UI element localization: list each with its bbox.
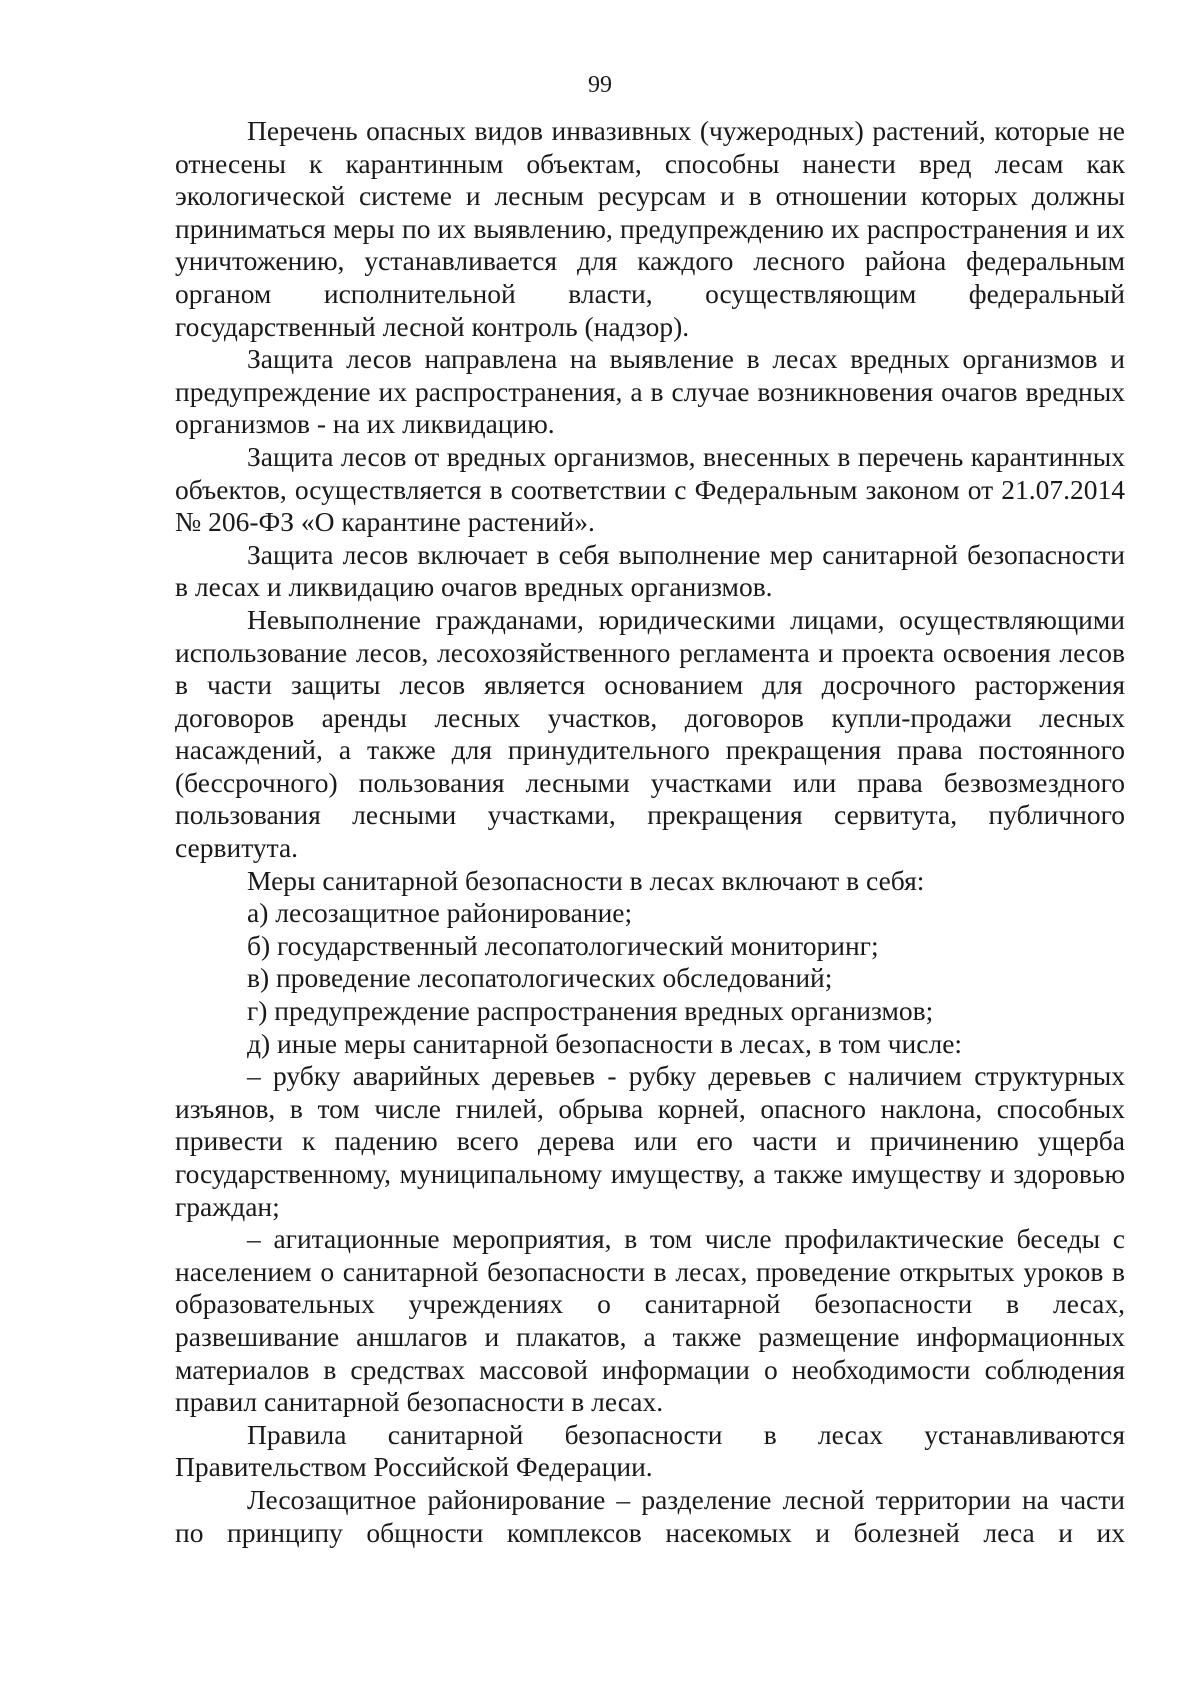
sub-item-hazard-trees: – рубку аварийных деревьев - рубку деревьев с наличием структурных изъянов, в том числе гнилей, обрыва корней, опасного наклона, способных привести к падению всего дерева или его части и причинению ущерба государственному, муниципальному имуществу, а также имуществу и здоровью граждан;: [175, 1060, 1125, 1222]
paragraph-non-compliance: Невыполнение гражданами, юридическими лицами, осуществляющими использование лесов, лесохозяйственного регламента и проекта освоения лесов в части защиты лесов является основанием для досрочного расторжения договоров аренды лесных участков, договоров купли-продажи лесных насаждений, а также для принудительного прекращения права постоянного (бессрочного) пользования лесными участками или права безвозмездного пользования лесными участками, прекращения сервитута, публичного сервитута.: [175, 603, 1125, 864]
list-item-e: д) иные меры санитарной безопасности в лесах, в том числе:: [247, 1027, 963, 1059]
list-item-a: а) лесозащитное районирование;: [247, 897, 633, 929]
paragraph-zoning: Лесозащитное районирование – разделение лесной территории на части по принципу общности комплексов насекомых и болезней леса и их: [175, 1483, 1125, 1548]
paragraph-protection-includes: Защита лесов включает в себя выполнение мер санитарной безопасности в лесах и ликвидацию очагов вредных организмов.: [175, 538, 1125, 603]
list-item-d: г) предупреждение распространения вредных организмов;: [247, 995, 934, 1027]
paragraph-forest-protection-aim: Защита лесов направлена на выявление в лесах вредных организмов и предупреждение их распространения, а в случае возникновения очагов вредных организмов - на их ликвидацию.: [175, 343, 1125, 440]
sub-item-campaigns: – агитационные мероприятия, в том числе профилактические беседы с населением о санитарной безопасности в лесах, проведение открытых уроков в образовательных учреждениях о санитарной безопасности в лесах, развешивание аншлагов и плакатов, а также размещение информационных материалов в средствах массовой информации о необходимости соблюдения правил санитарной безопасности в лесах.: [175, 1223, 1125, 1418]
paragraph-rules: Правила санитарной безопасности в лесах устанавливаются Правительством Российской Федерации.: [175, 1418, 1125, 1483]
document-body: [175, 115, 1125, 1549]
paragraph-measures-intro: Меры санитарной безопасности в лесах включают в себя:: [247, 864, 925, 896]
list-item-c: в) проведение лесопатологических обследований;: [247, 962, 833, 994]
paragraph-invasive-plants: Перечень опасных видов инвазивных (чужеродных) растений, которые не отнесены к карантинным объектам, способны нанести вред лесам как экологической системе и лесным ресурсам и в отношении которых должны приниматься меры по их выявлению, предупреждению их распространения и их уничтожению, устанавливается для каждого лесного района федеральным органом исполнительной власти, осуществляющим федеральный государственный лесной контроль (надзор).: [175, 115, 1125, 342]
page-number: 99: [588, 72, 612, 98]
paragraph-quarantine-law: Защита лесов от вредных организмов, внесенных в перечень карантинных объектов, осуществляется в соответствии с Федеральным законом от 21.07.2014 № 206-ФЗ «О карантине растений».: [175, 440, 1125, 538]
list-item-b: б) государственный лесопатологический мониторинг;: [247, 929, 879, 961]
